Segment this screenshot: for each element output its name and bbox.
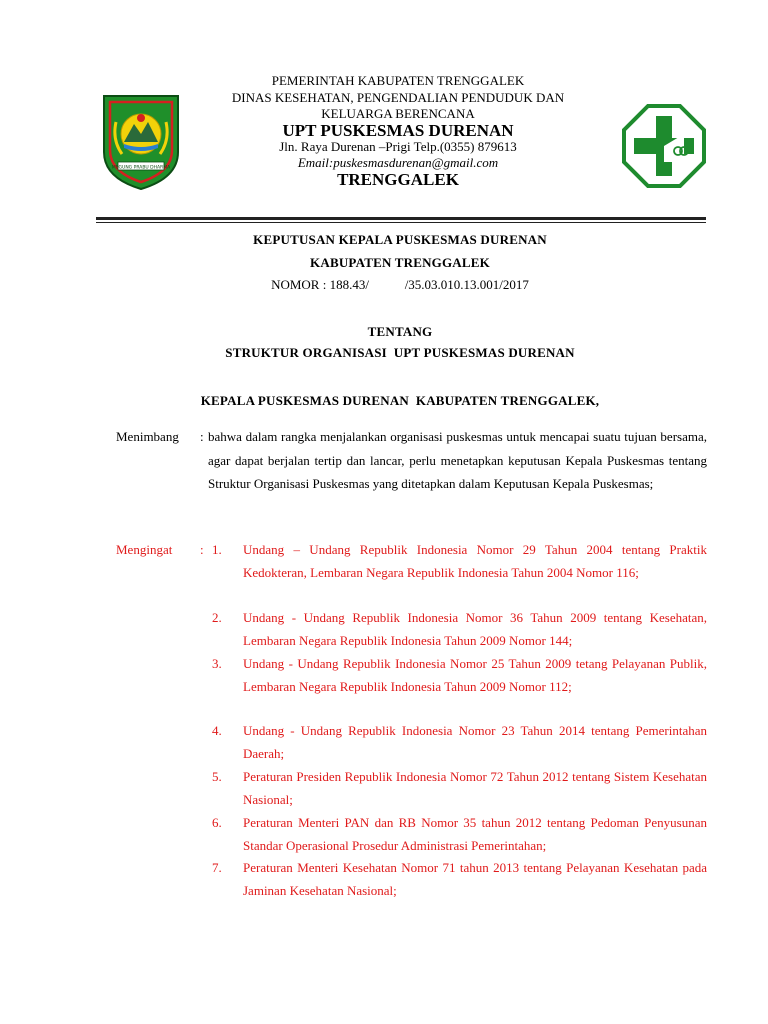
letterhead-line-2: DINAS KESEHATAN, PENGENDALIAN PENDUDUK DAN bbox=[231, 90, 565, 105]
mengingat-colon: : bbox=[200, 542, 204, 557]
letterhead-line-3: KELUARGA BERENCANA bbox=[321, 106, 475, 121]
list-item: Undang - Undang Republik Indonesia Nomor 36 Tahun 2009 tentang Kesehatan, Lembaran Negara Republik Indonesia Tahun 2009 Nomor 144; bbox=[243, 610, 707, 648]
email: Email:puskesmasdurenan@gmail.com bbox=[297, 155, 499, 170]
letterhead-divider-thick bbox=[96, 217, 706, 220]
letterhead-line-1: PEMERINTAH KABUPATEN TRENGGALEK bbox=[271, 73, 525, 88]
decree-issuer: KEPALA PUSKESMAS DURENAN KABUPATEN TRENGGALEK, bbox=[200, 393, 600, 408]
list-item: Undang - Undang Republik Indonesia Nomor 25 Tahun 2009 tetang Pelayanan Publik, Lembaran Negara Republik Indonesia Tahun 2009 Nomor 112; bbox=[243, 656, 707, 694]
decree-tentang: TENTANG bbox=[367, 324, 433, 339]
list-item-number: 6. bbox=[212, 815, 222, 830]
list-item: Peraturan Presiden Republik Indonesia Nomor 72 Tahun 2012 tentang Sistem Kesehatan Nasional; bbox=[243, 769, 707, 807]
unit-name: UPT PUSKESMAS DURENAN bbox=[282, 121, 514, 140]
decree-number: NOMOR : 188.43/ /35.03.010.13.001/2017 bbox=[271, 277, 529, 292]
list-item-number: 3. bbox=[212, 656, 222, 671]
list-item-number: 5. bbox=[212, 769, 222, 784]
mengingat-label: Mengingat bbox=[116, 542, 173, 557]
list-item: Undang - Undang Republik Indonesia Nomor 23 Tahun 2014 tentang Pemerintahan Daerah; bbox=[243, 723, 707, 761]
menimbang-text: bahwa dalam rangka menjalankan organisasi puskesmas untuk mencapai suatu tujuan bersama, agar dapat berjalan tertip dan lancar, perlu menetapkan keputusan Kepala Puskesmas tentang Struktur Organisasi Puskesmas yang ditetapkan dalam Keputusan Kepala Puskesmas; bbox=[208, 429, 707, 491]
address: Jln. Raya Durenan –Prigi Telp.(0355) 879613 bbox=[279, 139, 517, 154]
menimbang-label: Menimbang bbox=[116, 429, 179, 444]
letterhead-divider-thin bbox=[96, 222, 706, 223]
list-item-number: 4. bbox=[212, 723, 222, 738]
city-name: TRENGGALEK bbox=[337, 170, 459, 189]
decree-subject: STRUKTUR ORGANISASI UPT PUSKESMAS DURENAN bbox=[225, 345, 575, 360]
list-item-number: 1. bbox=[212, 542, 222, 557]
decree-title: KEPUTUSAN KEPALA PUSKESMAS DURENAN bbox=[253, 232, 547, 247]
decree-region: KABUPATEN TRENGGALEK bbox=[310, 255, 490, 270]
list-item: Undang – Undang Republik Indonesia Nomor 29 Tahun 2004 tentang Praktik Kedokteran, Lembaran Negara Republik Indonesia Tahun 2004 Nomor 116; bbox=[243, 542, 707, 580]
list-item-number: 7. bbox=[212, 860, 222, 875]
svg-text:MEGUNG PRABU DHARMA: MEGUNG PRABU DHARMA bbox=[111, 165, 171, 171]
list-item: Peraturan Menteri Kesehatan Nomor 71 tahun 2013 tentang Pelayanan Kesehatan pada Jaminan Kesehatan Nasional; bbox=[243, 860, 707, 898]
menimbang-colon: : bbox=[200, 429, 204, 444]
list-item-number: 2. bbox=[212, 610, 222, 625]
list-item: Peraturan Menteri PAN dan RB Nomor 35 tahun 2012 tentang Pedoman Penyusunan Standar Operasional Prosedur Administrasi Pemerintahan; bbox=[243, 815, 707, 853]
